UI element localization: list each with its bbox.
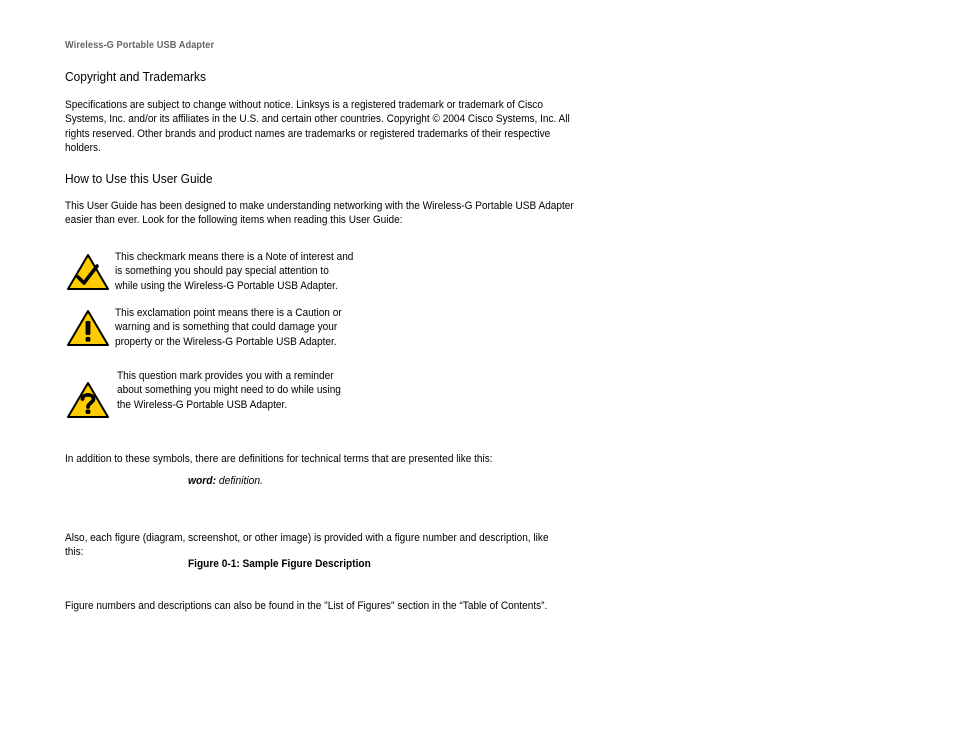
question-mark-description — [117, 369, 365, 412]
guide-line: easier than ever. Look for the following items when reading this User Guide: — [65, 214, 403, 227]
icon-text-line: is something you should pay special attention to — [115, 265, 329, 278]
icon-text-line: This checkmark means there is a Note of interest and — [115, 251, 354, 263]
icon-text-line: property or the Wireless-G Portable USB Adapter. — [115, 335, 337, 348]
guide-line: This User Guide has been designed to make understanding networking with the Wireless-G Portable USB Adapter — [65, 200, 574, 212]
icon-text-line: while using the Wireless-G Portable USB Adapter. — [115, 279, 338, 292]
copyright-heading: Copyright and Trademarks — [65, 69, 206, 84]
definition-sample — [188, 475, 263, 487]
figures-intro-line: this: — [65, 546, 84, 559]
icon-text-line: about something you might need to do while using — [117, 384, 341, 397]
definition-word: word: — [188, 475, 217, 487]
question-mark-icon — [66, 380, 110, 420]
figures-intro — [65, 531, 585, 560]
icon-text-line: warning and is something that could damage your — [115, 321, 338, 334]
exclamation-icon — [66, 308, 110, 348]
definitions-intro: In addition to these symbols, there are definitions for technical terms that are presented like this: — [65, 453, 493, 465]
icon-text-line: This exclamation point means there is a Caution or — [115, 307, 342, 319]
copyright-line: Specifications are subject to change without notice. Linksys is a registered trademark or trademark of Cisco — [65, 99, 543, 111]
copyright-line: rights reserved. Other brands and product names are trademarks or registered trademarks of their respective — [65, 127, 551, 140]
icon-text-line: the Wireless-G Portable USB Adapter. — [117, 398, 288, 411]
exclamation-description — [115, 306, 363, 349]
guide-paragraph — [65, 199, 585, 228]
copyright-line: Systems, Inc. and/or its affiliates in the U.S. and certain other countries. Copyright © 2004 Cisco Systems, Inc. All — [65, 113, 570, 126]
icon-text-line: This question mark provides you with a reminder — [117, 370, 334, 382]
copyright-line: holders. — [65, 142, 101, 155]
sample-figure-label: Figure 0-1: Sample Figure Description — [188, 558, 371, 570]
copyright-paragraph — [65, 98, 585, 156]
checkmark-description — [115, 250, 363, 293]
guide-heading: How to Use this User Guide — [65, 171, 213, 186]
definition-text: definition. — [218, 475, 263, 487]
figures-intro-line: Also, each figure (diagram, screenshot, or other image) is provided with a figure number and description, like — [65, 532, 549, 544]
checkmark-icon — [66, 252, 110, 292]
running-head: Wireless-G Portable USB Adapter — [65, 40, 215, 51]
figures-closing: Figure numbers and descriptions can also be found in the "List of Figures" section in the “Table of Contents”. — [65, 600, 548, 612]
